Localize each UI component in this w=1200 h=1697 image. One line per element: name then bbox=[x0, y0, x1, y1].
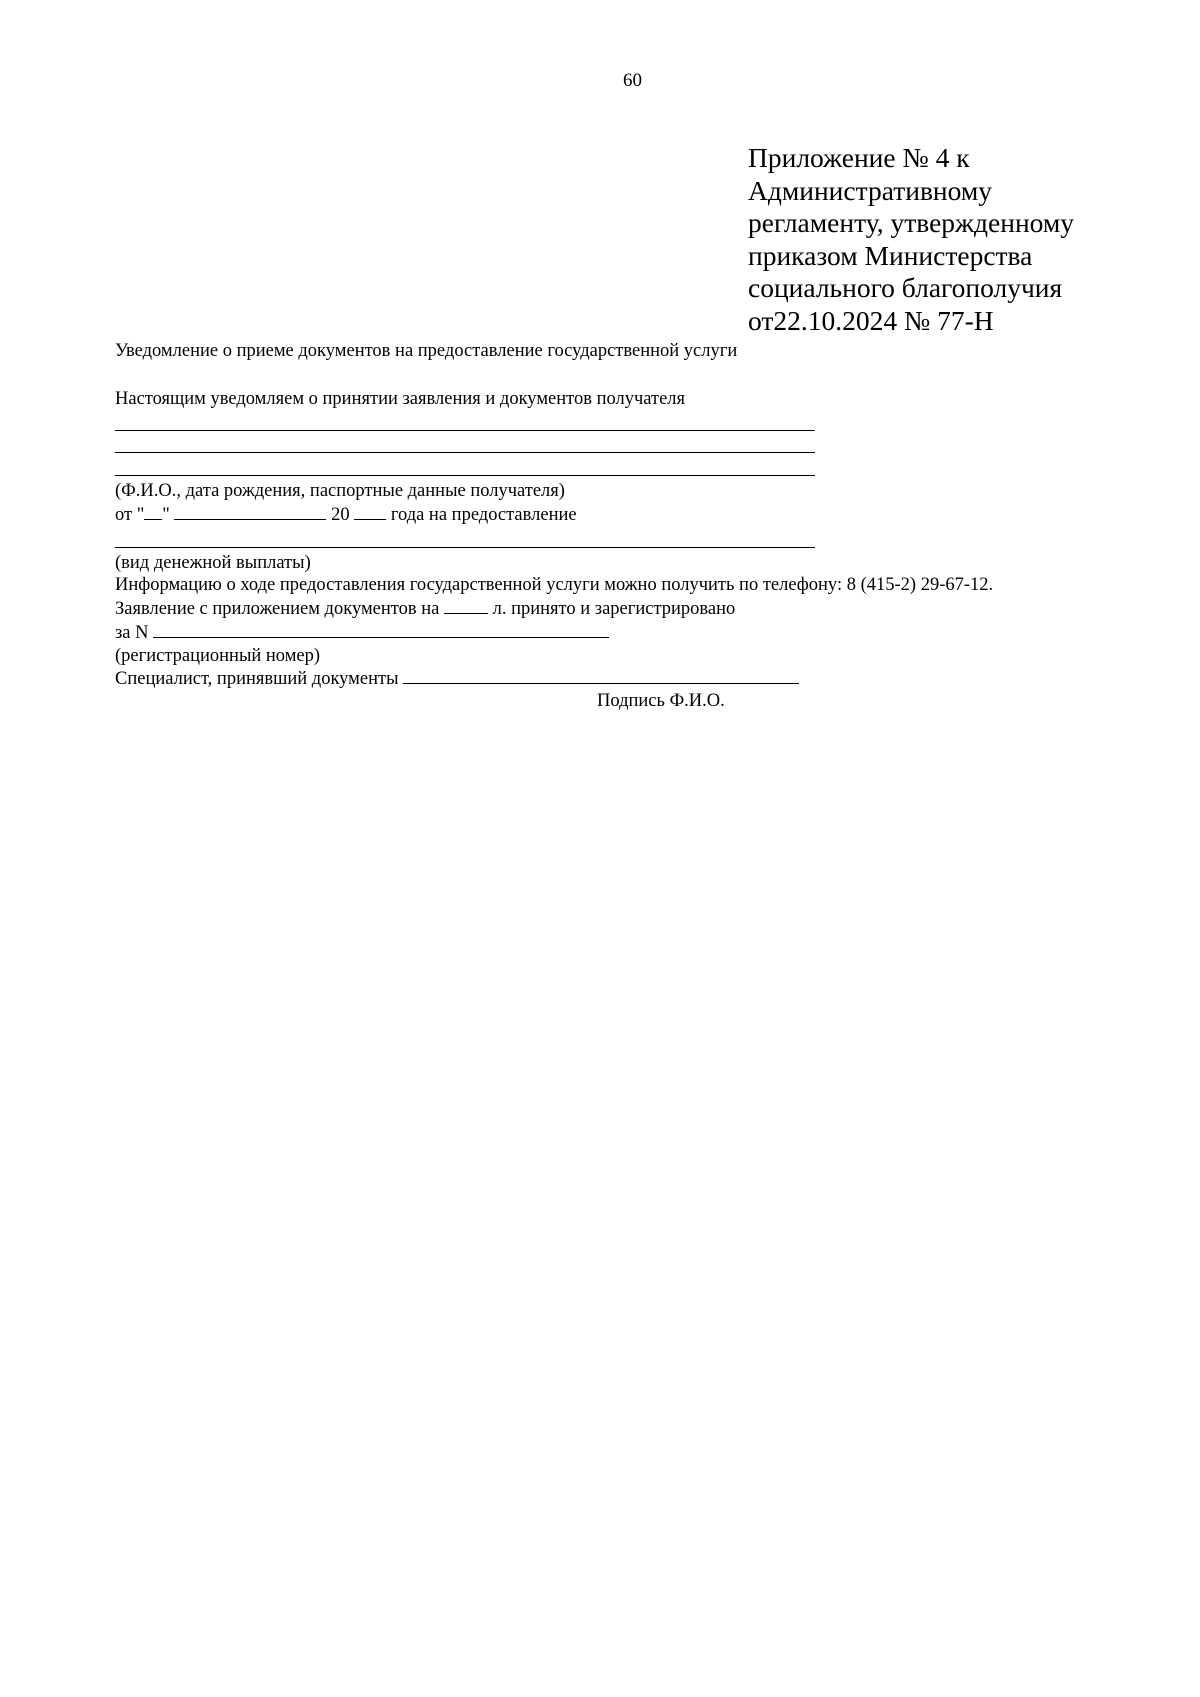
appendix-line-3: регламенту, утвержденному bbox=[748, 207, 1075, 239]
sheet-count-field[interactable] bbox=[444, 597, 488, 614]
date-prefix: от " bbox=[115, 505, 145, 525]
recipient-caption: (Ф.И.О., дата рождения, паспортные данные получателя) bbox=[115, 481, 565, 501]
appendix-line-5: социального благополучия bbox=[748, 272, 1063, 304]
date-mid-quote: " bbox=[162, 505, 175, 525]
payment-type-line[interactable] bbox=[115, 547, 815, 548]
recipient-line-3[interactable] bbox=[115, 475, 815, 476]
application-suffix: л. принято и зарегистрировано bbox=[487, 599, 736, 619]
signature-caption: Подпись Ф.И.О. bbox=[597, 691, 725, 711]
notice-intro: Настоящим уведомляем о принятии заявления и документов получателя bbox=[115, 389, 686, 409]
application-line bbox=[115, 597, 735, 620]
date-day-field[interactable] bbox=[144, 503, 162, 520]
recipient-line-2[interactable] bbox=[115, 452, 815, 453]
notice-title: Уведомление о приеме документов на предоставление государственной услуги bbox=[115, 341, 738, 361]
specialist-signature-field[interactable] bbox=[403, 667, 799, 684]
specialist-line bbox=[115, 667, 799, 690]
appendix-line-6: от22.10.2024 № 77-Н bbox=[748, 304, 994, 336]
date-month-field[interactable] bbox=[174, 503, 326, 520]
appendix-line-1: Приложение № 4 к bbox=[748, 142, 970, 173]
appendix-line-4: приказом Министерства bbox=[748, 239, 1033, 271]
appendix-block bbox=[748, 142, 1168, 338]
application-prefix: Заявление с приложением документов на bbox=[115, 599, 444, 619]
date-century: 20 bbox=[326, 505, 355, 525]
date-suffix: года на предоставление bbox=[386, 505, 577, 525]
payment-caption: (вид денежной выплаты) bbox=[115, 553, 311, 573]
registration-prefix: за N bbox=[115, 623, 154, 643]
registration-number-field[interactable] bbox=[153, 621, 609, 638]
date-year-field[interactable] bbox=[354, 503, 386, 520]
recipient-line-1[interactable] bbox=[115, 430, 815, 431]
registration-line bbox=[115, 621, 609, 644]
appendix-line-2: Административному bbox=[748, 174, 993, 206]
page-number: 60 bbox=[623, 70, 642, 91]
registration-caption: (регистрационный номер) bbox=[115, 646, 321, 666]
date-line bbox=[115, 503, 577, 526]
info-line: Информацию о ходе предоставления государственной услуги можно получить по телефону: 8 (415-2) 29-67-12. bbox=[115, 575, 994, 595]
specialist-label: Специалист, принявший документы bbox=[115, 669, 404, 689]
